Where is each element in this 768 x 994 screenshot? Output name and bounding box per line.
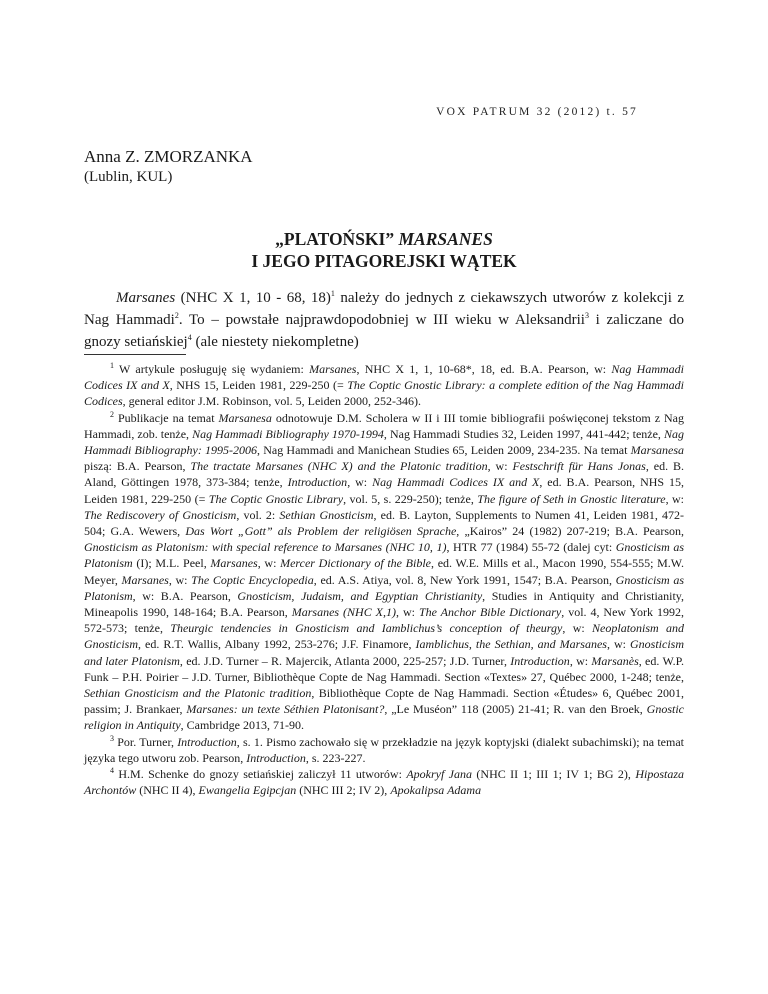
body-paragraph: Marsanes (NHC X 1, 10 - 68, 18)$^1$ należy do jednych z ciekawszych utworów z kolekcji z Nag Hammadi$^2$. To – powstałe najprawdopodobniej w III wieku w Aleksandrii$^3$ i zaliczane do gnozy setiańskiej$^4$ (ale niestety niekompletne)	[84, 289, 685, 350]
footnote-4: $^4$ H.M. Schenke do gnozy setiańskiej zaliczył 11 utworów: Apokryf Jana (NHC II 1; III 1; IV 1; BG 2), Hipostaza Archontów (NHC II 4), Ewangelia Egipcjan (NHC III 2; IV 2), Apokalipsa Adama	[84, 766, 684, 798]
author-name: Anna Z. ZMORZANKA	[84, 147, 253, 166]
footnote-rule	[84, 354, 186, 355]
footnote-2: $^2$ Publikacje na temat Marsanesa odnotowuje D.M. Scholera w II i III tomie bibliografii poświęconej tekstom z Nag Hammadi, zob. tenże, Nag Hammadi Bibliography 1970-1994, Nag Hammadi Studies 32, Leiden 1997, 441-442; tenże, Nag Hammadi Bibliography: 1995-2006, Nag Hammadi and Manichean Studies 65, Leiden 2009, 234-235. Na temat Marsanesa piszą: B.A. Pearson, The tractate Marsanes (NHC X) and the Platonic tradition, w: Festschrift für Hans Jonas, ed. B. Aland, Göttingen 1978, 373-384; tenże, Introduction, w: Nag Hammadi Codices IX and X, ed. B.A. Pearson, NHS 15, Leiden 1981, 229-250 (= The Coptic Gnostic Library, vol. 5, s. 229-250); tenże, The figure of Seth in Gnostic literature, w: The Rediscovery of Gnosticism, vol. 2: Sethian Gnosticism, ed. B. Layton, Supplements to Numen 41, Leiden 1981, 472-504; G.A. Wewers, Das Wort „Gott” als Problem der religiösen Sprache, „Kairos” 24 (1982) 207-219; B.A. Pearson, Gnosticism as Platonism: with special reference to Marsanes (NHC 10, 1), HTR 77 (1984) 55-72 (dalej cyt: Gnosticism as Platonism (I); M.L. Peel, Marsanes, w: Mercer Dictionary of the Bible, ed. W.E. Mills et al., Macon 1990, 554-555; M.W. Meyer, Marsanes, w: The Coptic Encyclopedia, ed. A.S. Atiya, vol. 8, New York 1991, 1547; B.A. Pearson, Gnosticism as Platonism, w: B.A. Pearson, Gnosticism, Judaism, and Egyptian Christianity, Studies in Antiquity and Christianity, Mineapolis 1990, 148-164; B.A. Pearson, Marsanes (NHC X,1), w: The Anchor Bible Dictionary, vol. 4, New York 1992, 572-573; tenże, Theurgic tendencies in Gnosticism and Iamblichus’s conception of theurgy, w: Neoplatonism and Gnosticism, ed. R.T. Wallis, Albany 1992, 253-276; J.F. Finamore, Iamblichus, the Sethian, and Marsanes, w: Gnosticism and later Platonism, ed. J.D. Turner – R. Majercik, Atlanta 2000, 225-257; J.D. Turner, Introduction, w: Marsanès, ed. W.P. Funk – P.H. Poirier – J.D. Turner, Bibliothèque Copte de Nag Hammadi. Section «Textes» 27, Québec 2000, 1-248; tenże, Sethian Gnosticism and the Platonic tradition, Bibliothèque Copte de Nag Hammadi. Section «Études» 6, Québec 2001, passim; J. Brankaer, Marsanes: un texte Séthien Platonisant?, „Le Muséon” 118 (2005) 21-41; R. van den Broek, Gnostic religion in Antiquity, Cambridge 2013, 71-90.	[84, 409, 685, 733]
author-affiliation: (Lublin, KUL)	[84, 169, 173, 185]
footnote-1: $^1$ W artykule posługuję się wydaniem: Marsanes, NHC X 1, 1, 10-68*, 18, ed. B.A. Pearson, w: Nag Hammadi Codices IX and X, NHS 15, Leiden 1981, 229-250 (= The Coptic Gnostic Library: a complete edition of the Nag Hammadi Codices, general editor J.M. Robinson, vol. 5, Leiden 2000, 252-346).	[84, 361, 684, 409]
footnotes	[84, 361, 684, 798]
footnote-3: $^3$ Por. Turner, Introduction, s. 1. Pismo zachowało się w przekładzie na język koptyjski (dialekt subachimski); na temat języka tego utworu zob. Pearson, Introduction, s. 223-227.	[84, 733, 684, 765]
title-line-1: „PLATOŃSKI” MARSANES	[275, 229, 493, 249]
running-head: VOX PATRUM 32 (2012) t. 57	[436, 106, 638, 118]
article-title	[0, 228, 768, 272]
title-line-2: I JEGO PITAGOREJSKI WĄTEK	[251, 251, 517, 271]
